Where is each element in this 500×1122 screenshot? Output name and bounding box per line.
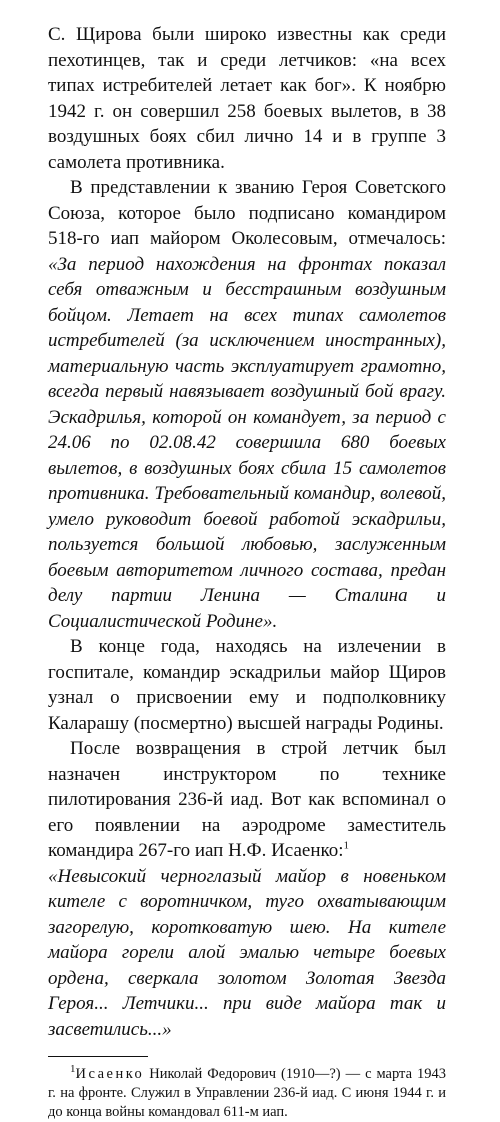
paragraph-4-intro: После возвращения в строй летчик был назначен инструктором по технике пилотирования 236-й иад. Вот как вспоминал о его появлении на аэродроме заместитель командира 267-го иап Н.Ф. Исаенко: — [48, 738, 446, 861]
footnote-name: Исаенко — [75, 1066, 145, 1082]
footnote-divider — [48, 1056, 148, 1057]
paragraph-3: В конце года, находясь на излечении в госпитале, командир эскадрильи майор Щиров узнал о присвоении ему и подполковнику Каларашу (посмертно) высшей награды Родины. — [48, 636, 446, 734]
footnote-marker: 1 — [70, 1063, 76, 1076]
footnote — [48, 1065, 446, 1122]
paragraph-4 — [48, 736, 446, 1042]
memoir-quote: «Невысокий черноглазый майор в новеньком кителе с воротничком, туго охватывающим загорелую, коротковатую шею. На кителе майора горели алой эмалью четыре боевых ордена, сверкала золотом Золотая Звезда Героя... Летчики... при виде майора так и засветились...» — [48, 865, 446, 1040]
footnote-reference: 1 — [343, 839, 350, 852]
award-citation-quote: «За период нахождения на фронтах показал себя отважным и бесстрашным воздушным бойцом. Летает на всех типах самолетов истребителей (за исключением иностранных), материальную часть эксплуатирует грамотно, всегда первый навязывает воздушный бой врагу. Эскадрилья, которой он командует, за период с 24.06 по 02.08.42 совершила 680 боевых вылетов, в воздушных боях сбила 15 самолетов противника. Требовательный командир, волевой, умело руководит боевой работой эскадрильи, пользуется большой любовью, заслуженным боевым авторитетом личного состава, предан делу партии Ленина — Сталина и Социалистической Родине». — [48, 253, 446, 632]
footnote-text: Николай Федорович (1910—?) — с марта 1943 г. на фронте. Служил в Управлении 236-й иад. С июня 1944 г. и до конца войны командовал 611-м иап. — [48, 1066, 446, 1120]
paragraph-2-intro: В представлении к званию Героя Советского Союза, которое было подписано командиром 518-го иап майором Околесовым, отмечалось: — [48, 177, 446, 249]
paragraph-1: С. Щирова были широко известны как среди пехотинцев, так и среди летчиков: «на всех типах истребителей летает как бог». К ноябрю 1942 г. он совершил 258 боевых вылетов, в 38 воздушных боях сбил лично 14 и в группе 3 самолета противника. — [48, 24, 446, 173]
paragraph-2 — [48, 175, 446, 634]
book-page — [48, 22, 446, 1122]
